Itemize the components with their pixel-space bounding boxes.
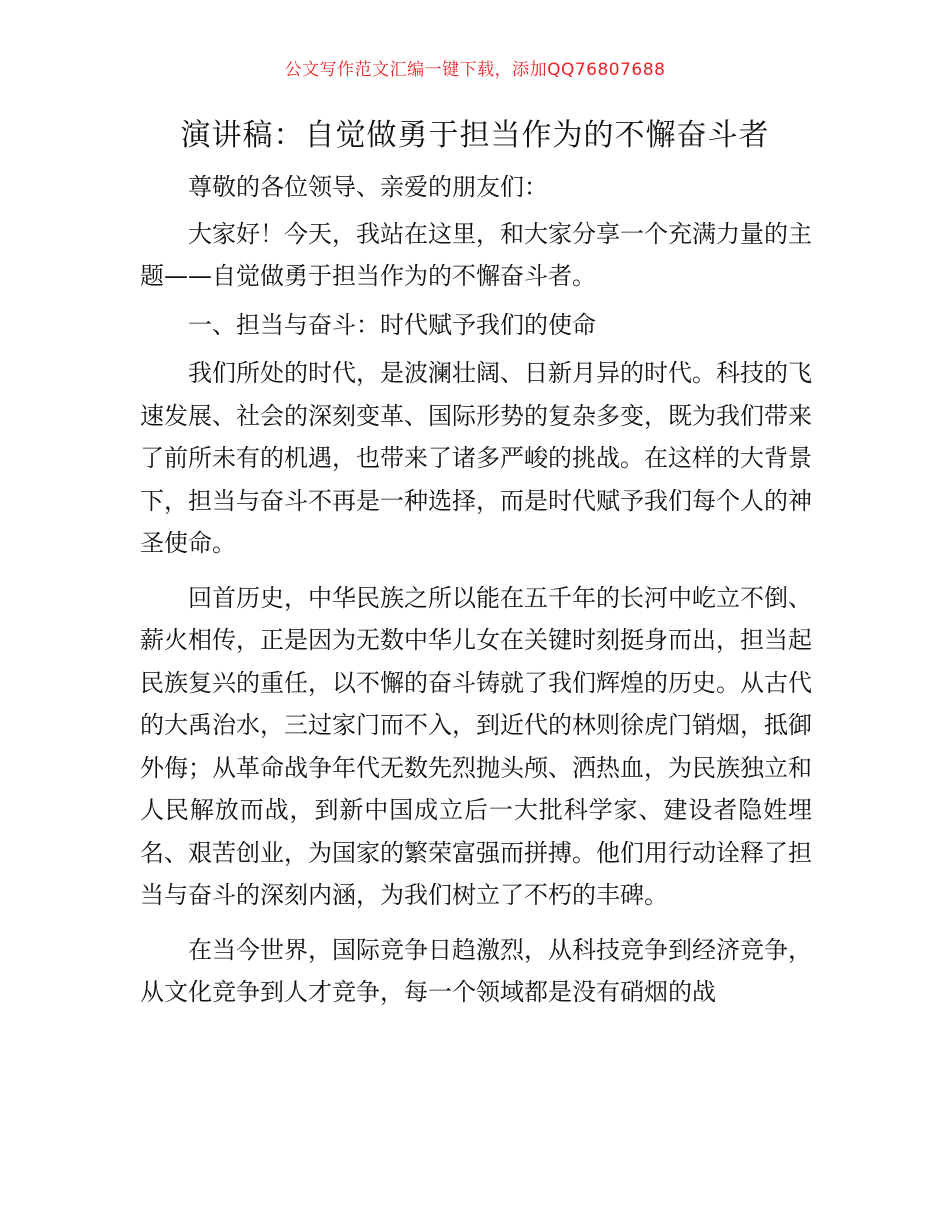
paragraph-competition: 在当今世界，国际竞争日趋激烈，从科技竞争到经济竞争，从文化竞争到人才竞争，每一个领域都是没有硝烟的战 <box>140 935 812 1006</box>
promo-header: 公文写作范文汇编一键下载，添加QQ76807688 <box>284 60 666 80</box>
paragraph-intro: 大家好！今天，我站在这里，和大家分享一个充满力量的主题——自觉做勇于担当作为的不懈奋斗者。 <box>140 219 812 290</box>
section-heading: 一、担当与奋斗：时代赋予我们的使命 <box>188 310 596 339</box>
greeting: 尊敬的各位领导、亲爱的朋友们： <box>188 173 548 201</box>
paragraph-era: 我们所处的时代，是波澜壮阔、日新月异的时代。科技的飞速发展、社会的深刻变革、国际形势的复杂多变，既为我们带来了前所未有的机遇，也带来了诸多严峻的挑战。在这样的大背景下，担当与奋斗不再是一种选择，而是时代赋予我们每个人的神圣使命。 <box>140 359 812 557</box>
paragraph-history: 回首历史，中华民族之所以能在五千年的长河中屹立不倒、薪火相传，正是因为无数中华儿女在关键时刻挺身而出，担当起民族复兴的重任，以不懈的奋斗铸就了我们辉煌的历史。从古代的大禹治水，三过家门而不入，到近代的林则徐虎门销烟，抵御外侮；从革命战争年代无数先烈抛头颅、洒热血，为民族独立和人民解放而战，到新中国成立后一大批科学家、建设者隐姓埋名、艰苦创业，为国家的繁荣富强而拼搏。他们用行动诠释了担当与奋斗的深刻内涵，为我们树立了不朽的丰碑。 <box>140 583 812 909</box>
document-body <box>140 166 812 1014</box>
page-title: 演讲稿：自觉做勇于担当作为的不懈奋斗者 <box>180 118 770 153</box>
